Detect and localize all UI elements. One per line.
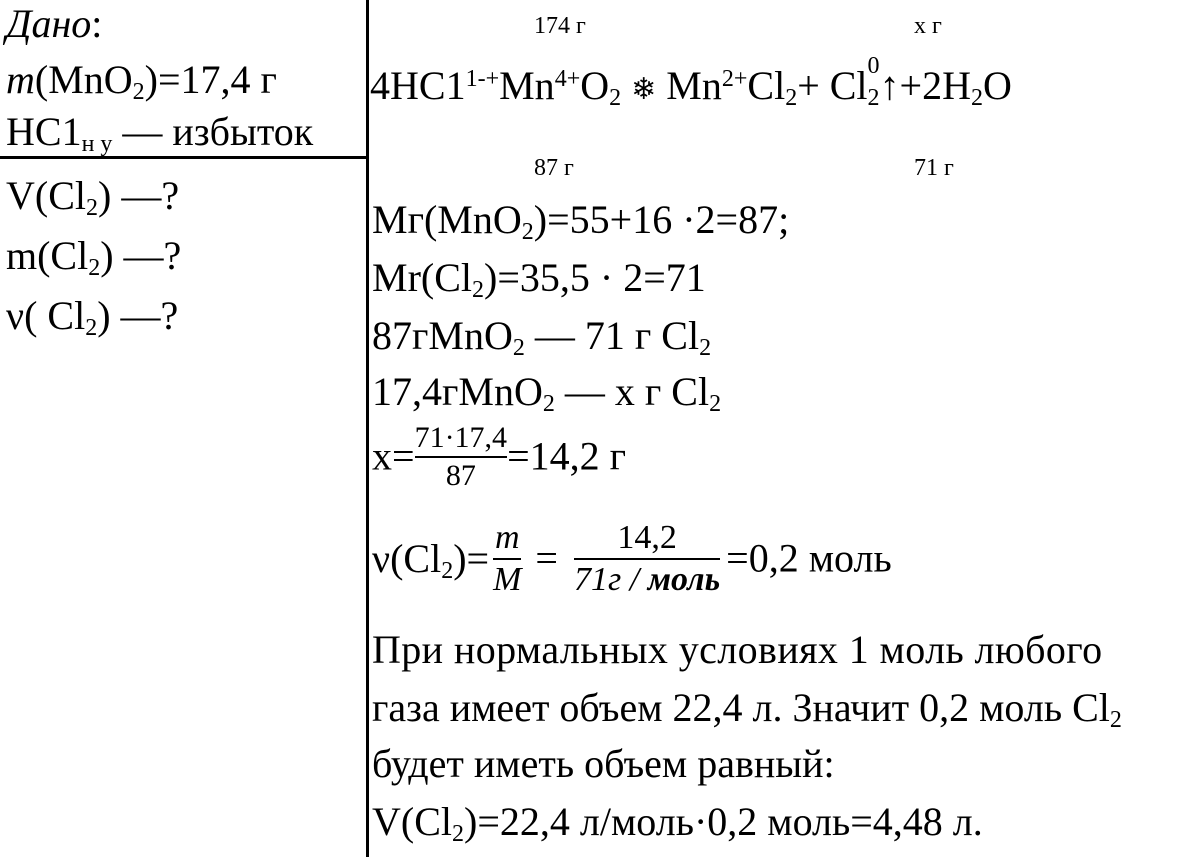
molar-mass-below-mno2: 87 г — [534, 155, 574, 181]
proportion-line-2: 17,4гMnO$_2$ — х г $Cl_2$ — [372, 369, 722, 417]
given-header: Дано: — [6, 1, 103, 46]
x-fraction: $\frac{71\cdot 17,4}{87}$ — [414, 421, 508, 492]
amount-calculation: $\nu(Cl_2)=$ $\frac{m}{M}$ = $\frac{14,2}{\text{71г / моль}}$ =0,2 моль — [372, 519, 892, 598]
given-hcl-excess: $HC1_{н у}$ — избыток — [6, 109, 314, 157]
text-line-3: будет иметь объем равный: — [372, 741, 835, 786]
text-line-1: При нормальных условиях 1 моль любого — [372, 627, 1103, 672]
molar-mass-below-cl2: 71 г — [914, 155, 954, 181]
reaction-equation: $4HC1^{1-+}Mn^{4+}O_2$ ❄ $Mn^{2+}Cl_2+ Cl$ 0 $_2↑+2H_2O$ — [370, 53, 1012, 111]
mass-above-mno2: 174 г — [534, 13, 586, 39]
given-mass-mno2: m(MnO$_2$)=17,4 г — [6, 57, 277, 105]
m-over-M-fraction: $\frac{m}{M}$ — [493, 519, 522, 598]
final-volume-calc: $V(Cl_2)=22,4$ л/моль·0,2 моль=4,48 л. — [372, 799, 983, 847]
find-mass-cl2: $m(Cl_2)$ —? — [6, 233, 182, 281]
oxidation-stack: 0 $_2$ — [867, 53, 880, 111]
molar-mass-cl2-calc: $Mr(Cl_2)=35,5 \cdot 2=71$ — [372, 255, 706, 303]
proportion-line-1: 87гMnO$_2$ — 71 г $Cl_2$ — [372, 313, 712, 361]
reaction-arrow-icon: ❄ — [631, 72, 657, 107]
molar-mass-mno2-calc: Мг(MnO$_2$)=55+16 ·2=87; — [372, 197, 790, 245]
mass-above-cl2: х г — [914, 13, 942, 39]
x-calculation: x= $\frac{71\cdot 17,4}{87}$ =14,2 г — [372, 421, 627, 492]
text-line-2: газа имеет объем 22,4 л. Значит 0,2 моль $Cl_2$ — [372, 685, 1122, 733]
vertical-divider — [366, 0, 369, 857]
find-amount-cl2: ν( $Cl_2$) —? — [6, 293, 179, 341]
find-volume-cl2: $V(Cl_2)$ —? — [6, 173, 180, 221]
horizontal-divider — [0, 156, 366, 159]
value-fraction: $\frac{14,2}{\text{71г / моль}}$ — [573, 519, 721, 598]
